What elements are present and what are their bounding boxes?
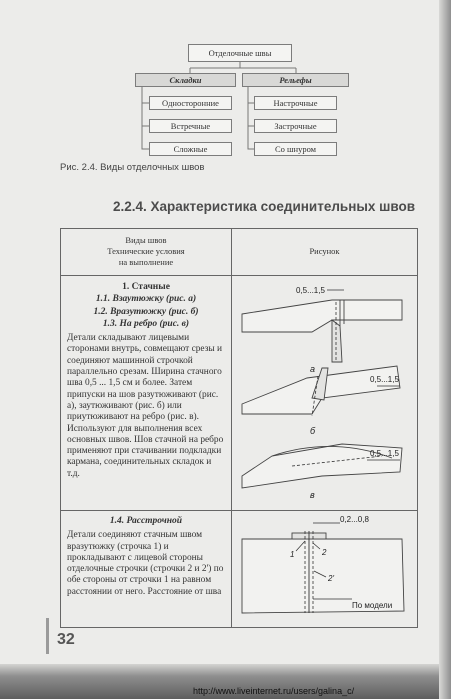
diagram-right-item: Застрочные [254,119,337,133]
stitch-label-2-prime: 2' [328,574,334,583]
page-number-bar [46,618,49,654]
table-row [61,276,418,511]
dimension-label: 0,2...0,8 [340,515,369,524]
diagram-root-box: Отделочные швы [188,44,292,62]
figure-label-c: в [310,490,315,500]
figure-label-b: б [310,426,316,436]
diagram-left-item: Односторонние [149,96,232,110]
header-line: на выполнение [118,257,174,267]
header-line: Рисунок [309,246,340,256]
seam-heading: 1.4. Расстрочной [109,516,183,526]
page-number: 32 [57,631,75,648]
header-line: Виды швов [125,235,167,245]
table-cell-text [61,276,232,511]
diagram-left-item: Сложные [149,142,232,156]
diagram-left-item: Встречные [149,119,232,133]
diagram-right-item: Настрочные [254,96,337,110]
scan-right-edge [439,0,451,699]
plain-seams-illustration [232,276,417,502]
diagram-right-header: Рельефы [242,73,349,87]
table-cell-text [61,511,232,628]
table-cell-figure [232,276,418,511]
table-cell-figure [232,511,418,628]
table-header-row [61,229,418,276]
footer-url[interactable]: http://www.liveinternet.ru/users/galina_c/ [193,686,355,696]
seam-description: Детали соединяют стачным швом вразутюжку (строчка 1) и прокладывают с лицевой стороны отделочные строчки (строчки 2 и 2') по обе стороны от строчки 1 на равном расстоянии от него. Расстояние от шва [67,530,224,597]
seam-subheading: 1.1. Взаутюжку (рис. а) [95,294,197,305]
seam-description: Детали складывают лицевыми сторонами внутрь, совмещают срезы и соединяют машинной строчкой параллельно срезам. Ширина стачного шва 0,5 ... 1,5 см и более. Затем припуски на шов разутюживают (рис. а), заутюживают (рис. б) или приутюживают на ребро (рис. в). Используют для выполнения всех основных швов. Шов стачной на ребро применяют при стачивании подкладки кармана, соединительных складок и т.д. [67,333,224,479]
figure-caption: Рис. 2.4. Виды отделочных швов [60,162,205,173]
figure-label-a: а [310,364,316,374]
stitch-label-2: 2 [322,548,327,557]
dimension-label: 0,5...1,5 [370,449,399,458]
section-title: 2.2.4. Характеристика соединительных швов [113,199,416,214]
diagram-right-item: Со шнуром [254,142,337,156]
header-line: Технические условия [107,246,185,256]
table-header-cell [61,229,232,276]
table-row [61,511,418,628]
seam-heading: 1. Стачные [122,282,170,292]
table-header-cell [232,229,418,276]
stitch-label-1: 1 [290,550,295,559]
dimension-label: 0,5...1,5 [296,286,325,295]
dimension-label: 0,5...1,5 [370,375,399,384]
seam-subheading: 1.3. На ребро (рис. в) [102,318,190,329]
model-label: По модели [352,601,393,610]
seam-subheading: 1.2. Вразутюжку (рис. б) [93,306,199,317]
diagram-left-header: Складки [135,73,236,87]
seams-table [60,228,418,628]
topstitched-seam-illustration [232,511,417,619]
